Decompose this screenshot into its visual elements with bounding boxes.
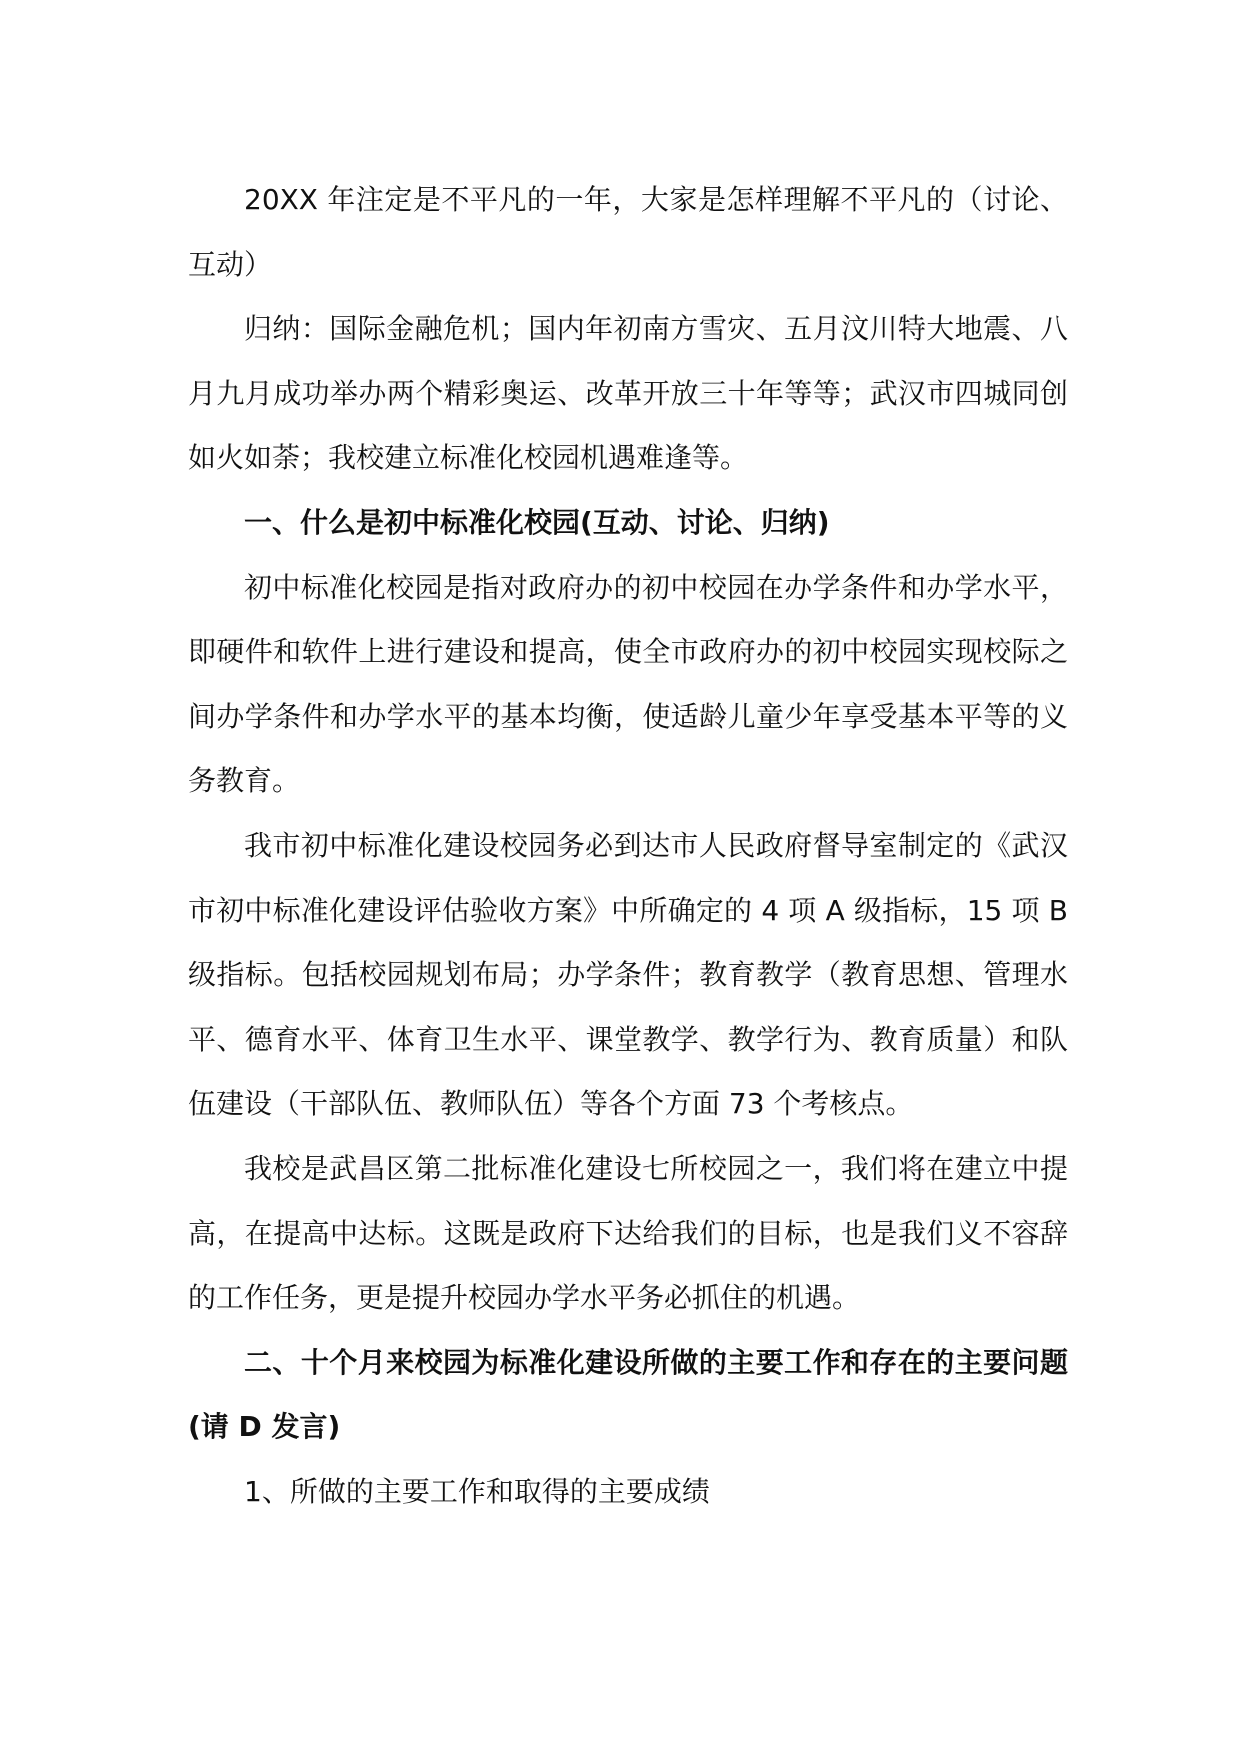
definition-paragraph: 初中标准化校园是指对政府办的初中校园在办学条件和办学水平，即硬件和软件上进行建设和提高，使全市政府办的初中校园实现校际之间办学条件和办学水平的基本均衡，使适龄儿童少年享受基本平等的义务教育。	[188, 570, 1068, 798]
standards-paragraph: 我市初中标准化建设校园务必到达市人民政府督导室制定的《武汉市初中标准化建设评估验收方案》中所确定的 4 项 A 级指标，15 项 B 级指标。包括校园规划布局；办学条件；教育教学（教育思想、管理水平、德育水平、体育卫生水平、课堂教学、教学行为、教育质量）和队伍建设（干部队伍、教师队伍）等各个方面 73 个考核点。	[188, 828, 1068, 1121]
subsection-heading-1: 1、所做的主要工作和取得的主要成绩	[244, 1474, 710, 1508]
document-page	[188, 168, 1068, 1524]
school-goal-paragraph: 我校是武昌区第二批标准化建设七所校园之一，我们将在建立中提高，在提高中达标。这既是政府下达给我们的目标，也是我们义不容辞的工作任务，更是提升校园办学水平务必抓住的机遇。	[188, 1151, 1068, 1315]
intro-question-paragraph: 20XX 年注定是不平凡的一年，大家是怎样理解不平凡的（讨论、互动）	[188, 183, 1068, 281]
section-heading-1: 一、什么是初中标准化校园(互动、讨论、归纳)	[244, 505, 830, 539]
summary-paragraph: 归纳：国际金融危机；国内年初南方雪灾、五月汶川特大地震、八月九月成功举办两个精彩奥运、改革开放三十年等等；武汉市四城同创如火如荼；我校建立标准化校园机遇难逢等。	[188, 312, 1068, 475]
section-heading-2: 二、十个月来校园为标准化建设所做的主要工作和存在的主要问题(请 D 发言)	[188, 1345, 1068, 1444]
